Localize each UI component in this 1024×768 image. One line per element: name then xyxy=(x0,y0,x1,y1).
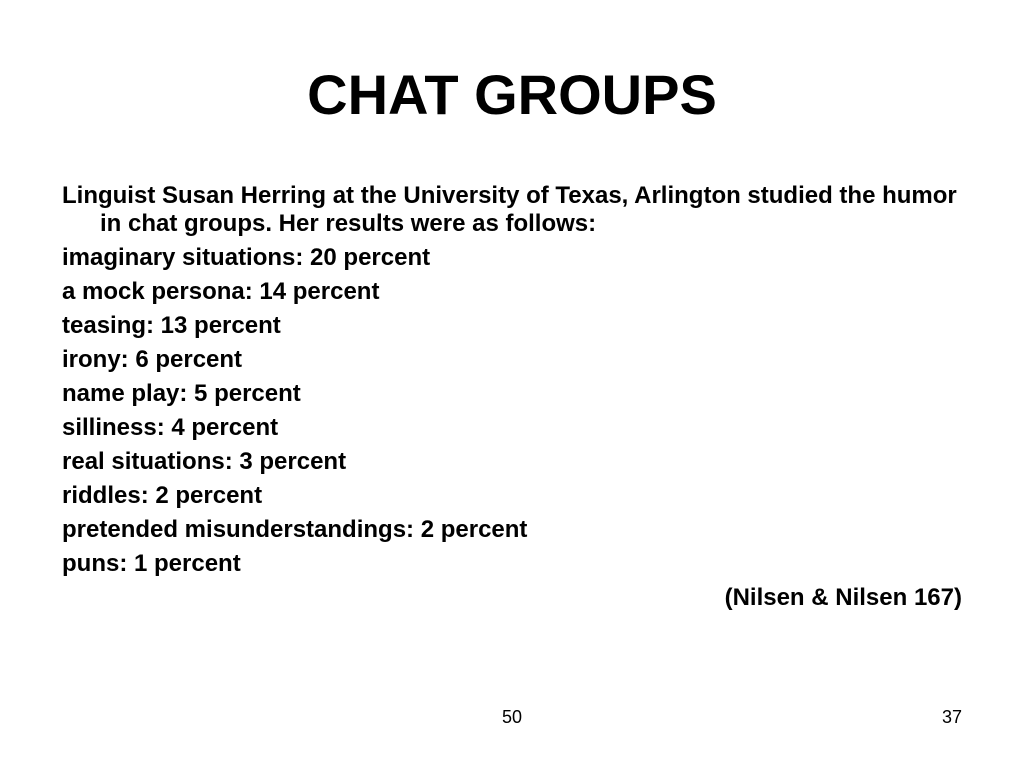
result-item: pretended misunderstandings: 2 percent xyxy=(62,516,528,543)
slide-title: CHAT GROUPS xyxy=(307,63,717,126)
result-item: imaginary situations: 20 percent xyxy=(62,244,431,271)
result-item: irony: 6 percent xyxy=(62,346,243,373)
result-item: name play: 5 percent xyxy=(62,380,301,407)
result-item: puns: 1 percent xyxy=(62,550,241,577)
result-item: riddles: 2 percent xyxy=(62,482,263,509)
result-item: teasing: 13 percent xyxy=(62,312,281,339)
center-page-number: 50 xyxy=(501,707,523,727)
intro-paragraph: Linguist Susan Herring at the University of Texas, Arlington studied the humor in chat groups. Her results were as follows: xyxy=(62,182,957,237)
result-item: silliness: 4 percent xyxy=(62,414,279,441)
result-item: real situations: 3 percent xyxy=(62,448,347,475)
slide-number: 37 xyxy=(941,707,962,727)
result-item: a mock persona: 14 percent xyxy=(62,278,380,305)
results-list xyxy=(62,244,972,578)
slide-body xyxy=(62,182,972,612)
citation: (Nilsen & Nilsen 167) xyxy=(724,584,962,611)
